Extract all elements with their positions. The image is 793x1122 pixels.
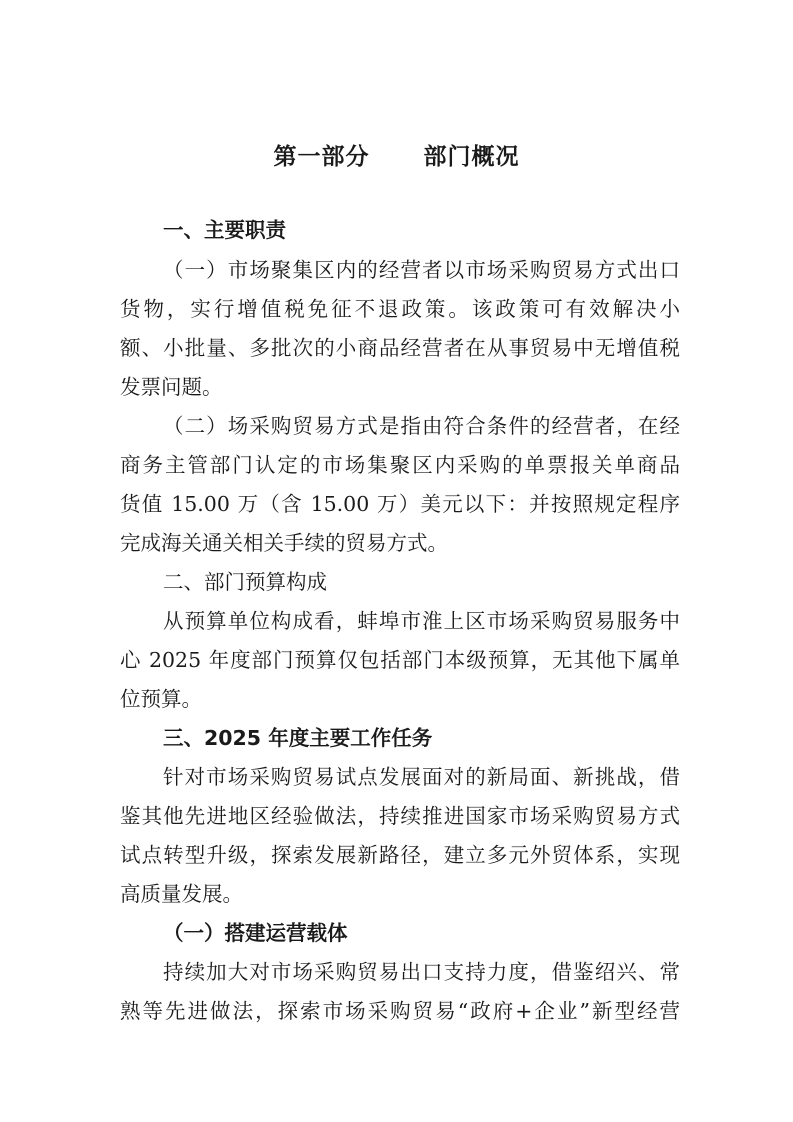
paragraph-line: 发票问题。 [120,375,223,399]
paragraph-line: 货值 15.00 万（含 15.00 万）美元以下：并按照规定程序 [120,492,680,516]
paragraph-line: 试点转型升级，探索发展新路径，建立多元外贸体系，实现 [120,843,680,867]
paragraph-line: 鉴其他先进地区经验做法，持续推进国家市场采购贸易方式 [120,804,680,828]
paragraph-line: 高质量发展。 [120,882,243,906]
paragraph-line: 商务主管部门认定的市场集聚区内采购的单票报关单商品 [120,453,680,477]
paragraph-line: 针对市场采购贸易试点发展面对的新局面、新挑战，借 [163,765,680,789]
section-heading: 三、2025 年度主要工作任务 [163,726,433,750]
paragraph-line: 熟等先进做法，探索市场采购贸易“政府+企业”新型经营 [120,999,680,1023]
paragraph-line: 货物，实行增值税免征不退政策。该政策可有效解决小 [120,297,680,321]
page-title: 第一部分 部门概况 [273,144,520,170]
paragraph-line: 从预算单位构成看，蚌埠市淮上区市场采购贸易服务中 [163,609,680,633]
paragraph-line: （一）市场聚集区内的经营者以市场采购贸易方式出口 [163,258,680,282]
paragraph-line: 完成海关通关相关手续的贸易方式。 [120,531,448,555]
paragraph-line: 心 2025 年度部门预算仅包括部门本级预算，无其他下属单 [120,648,680,672]
paragraph-line: 额、小批量、多批次的小商品经营者在从事贸易中无增值税 [120,336,680,360]
paragraph-line: 持续加大对市场采购贸易出口支持力度，借鉴绍兴、常 [163,960,680,984]
section-heading: 一、主要职责 [163,218,286,242]
subsection-heading: （一）搭建运营载体 [163,921,348,945]
paragraph-line: （二）场采购贸易方式是指由符合条件的经营者，在经 [163,414,680,438]
paragraph-line: 位预算。 [120,687,202,711]
section-heading: 二、部门预算构成 [163,570,327,594]
